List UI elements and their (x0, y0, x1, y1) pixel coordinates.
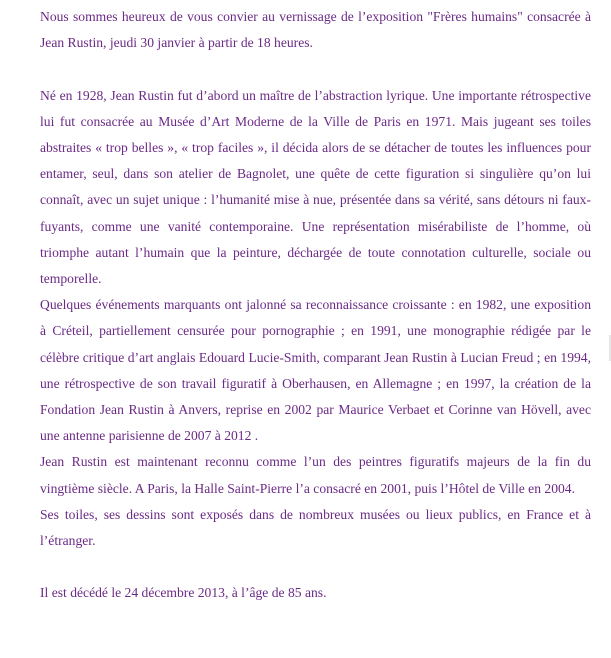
death-paragraph: Il est décédé le 24 décembre 2013, à l’âge de 85 ans. (40, 585, 327, 601)
paragraph-spacer (40, 554, 591, 580)
recognition-paragraph: Jean Rustin est maintenant reconnu comme l’un des peintres figuratifs majeurs de la fin du vingtième siècle. A Paris, la Halle Saint-Pierre l’a consacré en 2001, puis l’Hôtel de Ville en 2004. (40, 454, 591, 496)
document-body (40, 4, 591, 607)
exhibitions-paragraph: Ses toiles, ses dessins sont exposés dans de nombreux musées ou lieux publics, en France et à l’étranger. (40, 506, 591, 549)
events-paragraph: Quelques événements marquants ont jalonné sa reconnaissance croissante : en 1982, une exposition à Créteil, partiellement censurée pour pornographie ; en 1991, une monographie rédigée par le célèbre critique d’art anglais Edouard Lucie-Smith, comparant Jean Rustin à Lucian Freud ; en 1994, une rétrospective de son travail figuratif à Oberhausen, en Allemagne ; en 1997, la création de la Fondation Jean Rustin à Anvers, reprise en 2002 par Maurice Verbaet et Corinne van Hövell, avec une antenne parisienne de 2007 à 2012 . (40, 297, 591, 444)
biography-paragraph: Né en 1928, Jean Rustin fut d’abord un maître de l’abstraction lyrique. Une importante rétrospective lui fut consacrée au Musée d’Art Moderne de la Ville de Paris en 1971. Mais jugeant ses toiles abstraites « trop belles », « trop faciles », il décida alors de se détacher de toutes les influences pour entamer, seul, dans son atelier de Bagnolet, une quête de cette figuration si singulière qu’on lui connaît, avec un sujet unique : l’humanité mise à nue, présentée dans sa vérité, sans détours ni faux-fuyants, comme une vanité contemporaine. Une représentation misérabiliste de l’homme, où triomphe autant l’humain que la peinture, déchargée de toute connotation culturelle, sociale ou temporelle. (40, 87, 591, 287)
intro-paragraph: Nous sommes heureux de vous convier au vernissage de l’exposition "Frères humains" consacrée à Jean Rustin, jeudi 30 janvier à partir de 18 heures. (40, 9, 591, 51)
paragraph-spacer (40, 56, 591, 82)
